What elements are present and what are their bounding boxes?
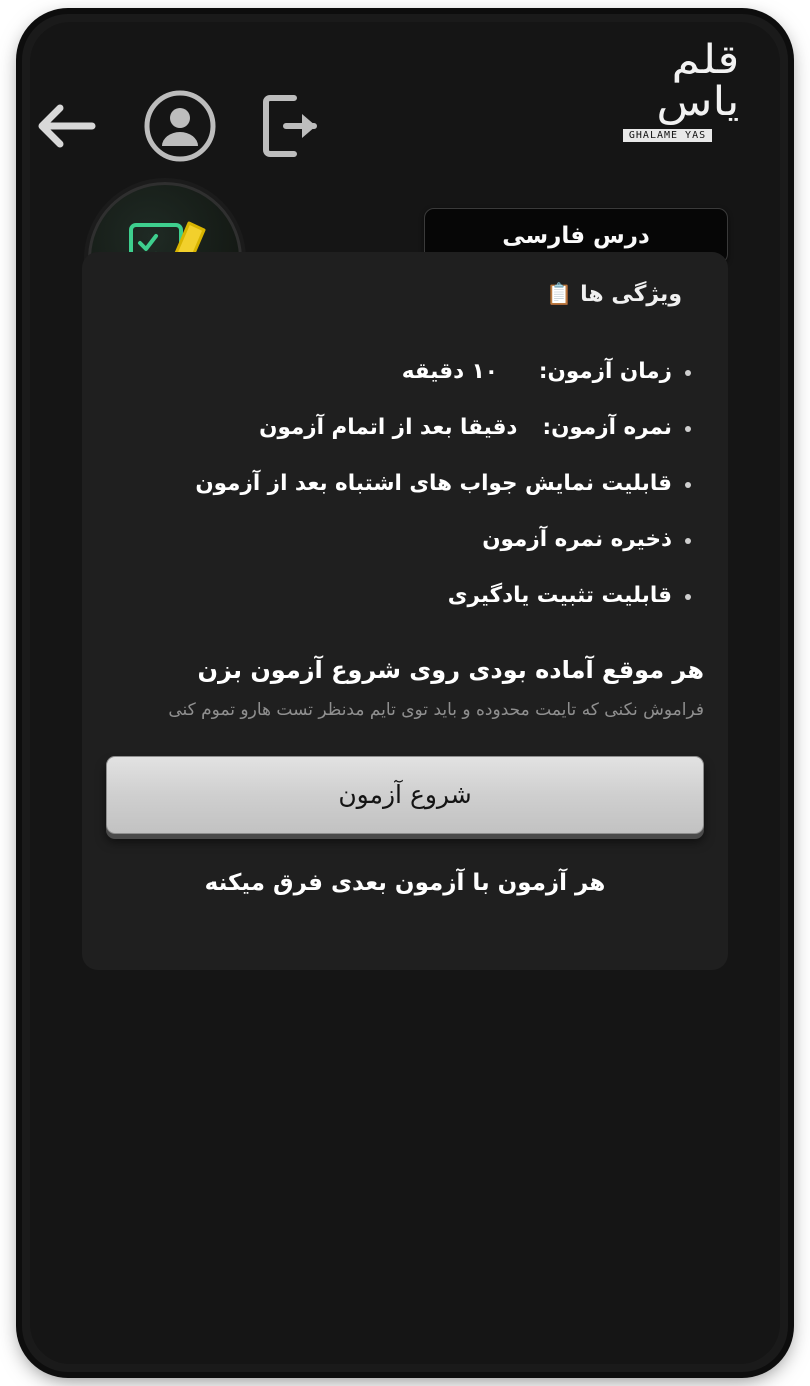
- start-exam-button[interactable]: شروع آزمون: [106, 756, 704, 834]
- feature-label: قابلیت نمایش جواب های اشتباه بعد از آزمون: [195, 471, 672, 497]
- lesson-chip[interactable]: درس فارسی: [424, 208, 728, 264]
- app-screen: [30, 22, 780, 1364]
- feature-label: نمره آزمون:: [542, 415, 672, 441]
- back-arrow-icon[interactable]: [30, 98, 100, 154]
- top-bar: [30, 22, 780, 192]
- user-account-icon[interactable]: [142, 88, 218, 164]
- list-item: [106, 581, 694, 610]
- feature-value: دقیقا بعد از اتمام آزمون: [259, 415, 518, 441]
- logout-icon[interactable]: [260, 92, 322, 160]
- logo-script-text: قلم یاس: [656, 36, 740, 125]
- features-title-text: ویژگی ها: [580, 282, 682, 307]
- clipboard-icon: 📋: [546, 282, 573, 306]
- logo-badge-text: GHALAME YAS: [623, 129, 712, 142]
- cta-heading: هر موقع آماده بودی روی شروع آزمون بزن: [197, 656, 704, 685]
- exam-info-card: [82, 252, 728, 970]
- list-item: [106, 413, 694, 442]
- feature-value: ۱۰ دقیقه: [401, 359, 498, 384]
- phone-frame: [22, 14, 788, 1372]
- features-list: [106, 357, 704, 610]
- features-title: [106, 282, 704, 307]
- feature-label: زمان آزمون:: [538, 359, 672, 384]
- footer-note: هر آزمون با آزمون بعدی فرق میکنه: [204, 869, 606, 896]
- list-item: [106, 469, 694, 498]
- cta-subtext: فراموش نکنی که تایمت محدوده و باید توی تایم مدنظر تست هارو تموم کنی: [168, 700, 704, 721]
- app-logo: [605, 36, 740, 141]
- feature-label: قابلیت تثبیت یادگیری: [447, 583, 672, 609]
- list-item: [106, 525, 694, 554]
- list-item: [106, 357, 694, 386]
- nav-icon-group: [30, 88, 570, 164]
- feature-label: ذخیره نمره آزمون: [482, 527, 672, 553]
